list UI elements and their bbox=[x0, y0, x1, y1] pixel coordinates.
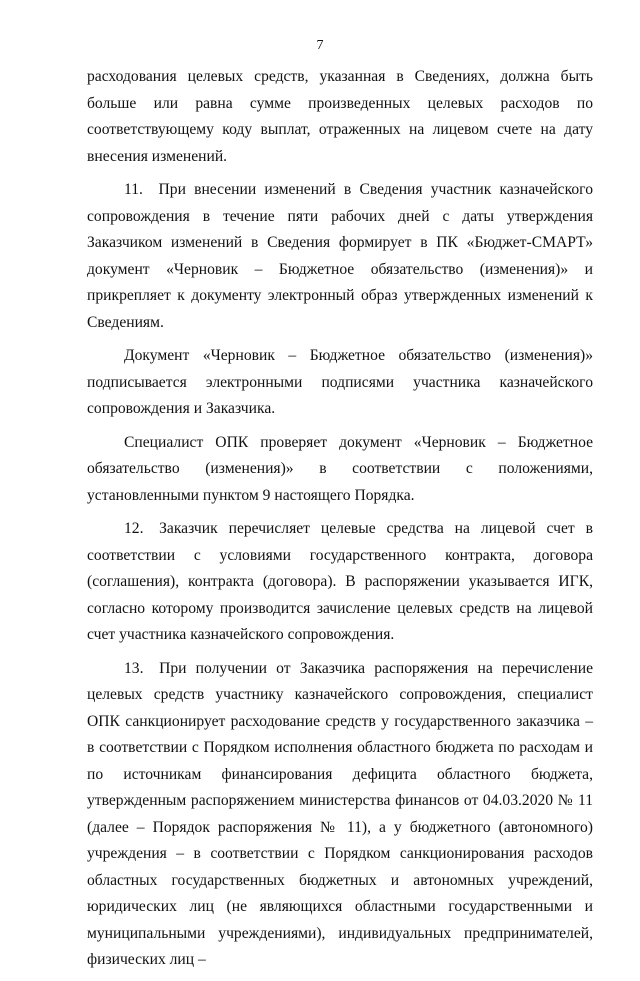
paragraph-opk-check: Специалист ОПК проверяет документ «Черновик – Бюджетное обязательство (изменения)» в соответствии с положениями, установленными пунктом 9 настоящего Порядка. bbox=[87, 433, 593, 504]
document-body bbox=[87, 64, 593, 981]
paragraph-item-11: 11. При внесении изменений в Сведения участник казначейского сопровождения в течение пяти рабочих дней с даты утверждения Заказчиком изменений в Сведения формирует в ПК «Бюджет-СМАРТ» документ «Черновик – Бюджетное обязательство (изменения)» и прикрепляет к документу электронный образ утвержденных изменений к Сведениям. bbox=[87, 181, 593, 331]
paragraph-signature-note: Документ «Черновик – Бюджетное обязательство (изменения)» подписывается электронными подписями участника казначейского сопровождения и Заказчика. bbox=[87, 347, 593, 417]
page-number: 7 bbox=[316, 38, 324, 53]
paragraph-item-13: 13. При получении от Заказчика распоряжения на перечисление целевых средств участнику казначейского сопровождения, специалист ОПК санкционирует расходование средств у государственного заказчика – в соответствии с Порядком исполнения областного бюджета по расходам и по источникам финансирования дефицита областного бюджета, утвержденным распоряжением министерства финансов от 04.03.2020 № 11 (далее – Порядок распоряжения № 11), а у бюджетного (автономного) учреждения – в соответствии с Порядком санкционирования расходов областных государственных бюджетных и автономных учреждений, юридических лиц (не являющихся областными государственными и муниципальными учреждениями), индивидуальных предпринимателей, физических лиц – bbox=[87, 659, 593, 968]
paragraph-item-12: 12. Заказчик перечисляет целевые средства на лицевой счет в соответствии с условиями государственного контракта, договора (соглашения), контракта (договора). В распоряжении указывается ИГК, согласно которому производится зачисление целевых средств на лицевой счет участника казначейского сопровождения. bbox=[87, 520, 593, 643]
paragraph-continuation: расходования целевых средств, указанная в Сведениях, должна быть больше или равна сумме произведенных целевых расходов по соответствующему коду выплат, отраженных на лицевом счете на дату внесения изменений. bbox=[87, 68, 593, 165]
